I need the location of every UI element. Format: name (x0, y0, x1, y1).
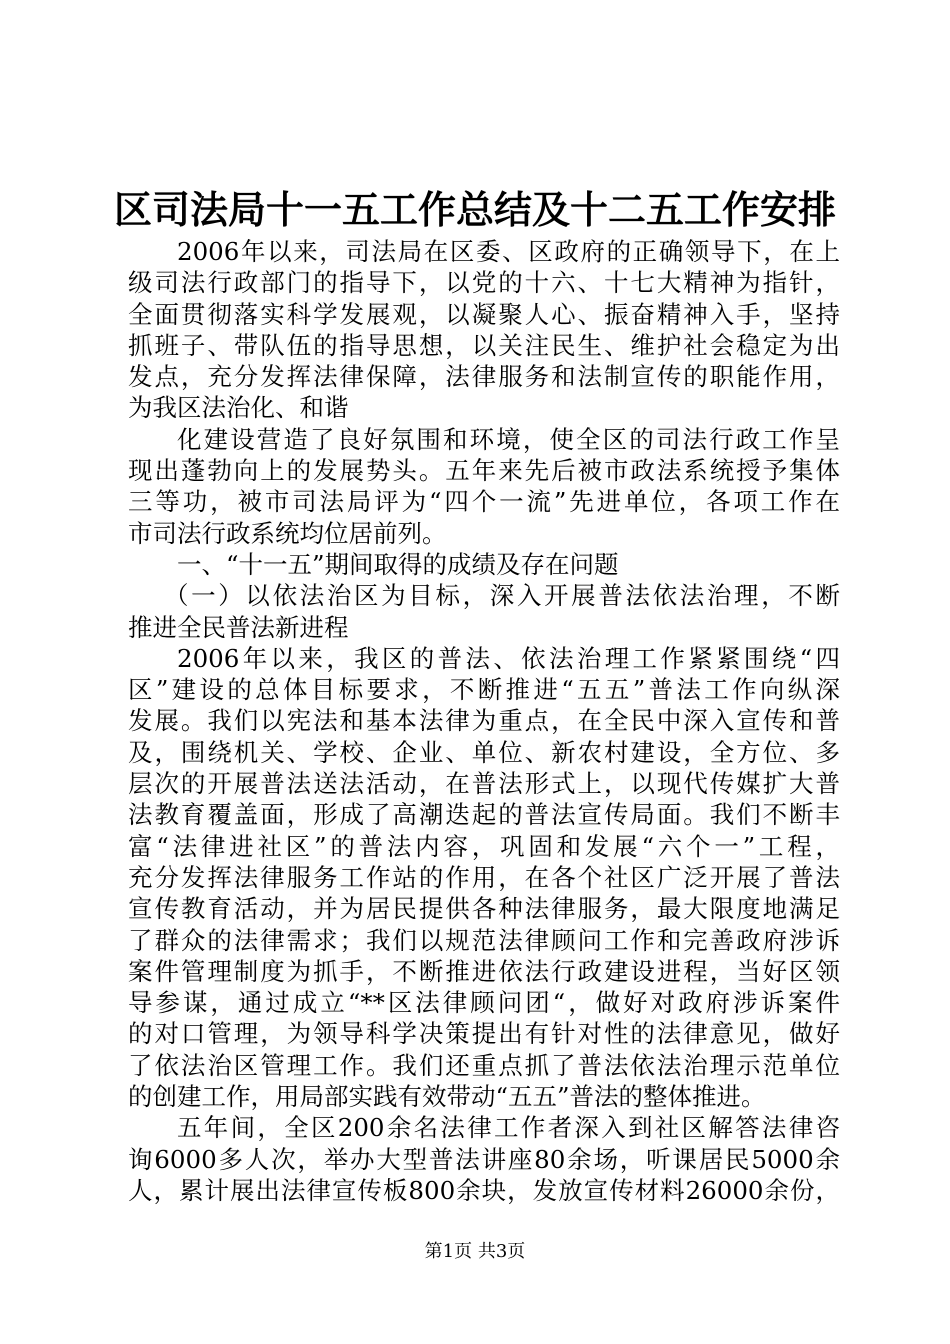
section-heading: 一、“十一五”期间取得的成绩及存在问题 (177, 549, 619, 579)
body-line: 导参谋，通过成立“**区法律顾问团“，做好对政府涉诉案件 (128, 988, 840, 1018)
body-line: 了依法治区管理工作。我们还重点抓了普法依法治理示范单位 (128, 1050, 840, 1080)
body-line: 化建设营造了良好氛围和环境，使全区的司法行政工作呈 (177, 424, 840, 454)
page-footer: 第1页 共3页 (424, 1241, 526, 1262)
body-line: 为我区法治化、和谐 (128, 393, 349, 423)
body-line: 五年间，全区200余名法律工作者深入到社区解答法律咨 (177, 1113, 840, 1143)
body-line: 宣传教育活动，并为居民提供各种法律服务，最大限度地满足 (128, 894, 840, 924)
document-body (128, 236, 840, 1206)
body-line: 的对口管理，为领导科学决策提出有针对性的法律意见，做好 (128, 1019, 840, 1049)
body-line: 市司法行政系统均位居前列。 (128, 518, 447, 548)
body-line: 富“法律进社区”的普法内容，巩固和发展“六个一”工程， (128, 831, 840, 861)
body-line: 及，围绕机关、学校、企业、单位、新农村建设，全方位、多 (128, 737, 840, 767)
body-line: 层次的开展普法送法活动，在普法形式上，以现代传媒扩大普 (128, 769, 840, 799)
body-line: 人，累计展出法律宣传板800余块，发放宣传材料26000余份， (128, 1175, 840, 1205)
body-line: 法教育覆盖面，形成了高潮迭起的普法宣传局面。我们不断丰 (128, 800, 840, 830)
document-title: 区司法局十一五工作总结及十二五工作安排 (113, 187, 836, 232)
body-line: 2006年以来，司法局在区委、区政府的正确领导下，在上 (177, 237, 840, 266)
body-line: 抓班子、带队伍的指导思想，以关注民生、维护社会稳定为出 (128, 330, 840, 360)
body-line: 发展。我们以宪法和基本法律为重点，在全民中深入宣传和普 (128, 706, 840, 736)
body-line: 的创建工作，用局部实践有效带动“五五”普法的整体推进。 (128, 1082, 766, 1112)
subsection-heading: 推进全民普法新进程 (128, 612, 349, 642)
body-line: 发点，充分发挥法律保障，法律服务和法制宣传的职能作用， (128, 362, 840, 392)
body-line: 2006年以来，我区的普法、依法治理工作紧紧围绕“四 (177, 643, 840, 673)
body-line: 现出蓬勃向上的发展势头。五年来先后被市政法系统授予集体 (128, 456, 840, 486)
body-line: 全面贯彻落实科学发展观，以凝聚人心、振奋精神入手，坚持 (128, 299, 840, 329)
body-line: 了群众的法律需求；我们以规范法律顾问工作和完善政府涉诉 (128, 925, 840, 955)
body-line: 区”建设的总体目标要求，不断推进“五五”普法工作向纵深 (128, 675, 840, 705)
body-line: 三等功，被市司法局评为“四个一流”先进单位，各项工作在 (128, 487, 840, 517)
body-line: 询6000多人次，举办大型普法讲座80余场，听课居民5000余 (128, 1144, 840, 1174)
subsection-heading: （一）以依法治区为目标，深入开展普法依法治理，不断 (164, 581, 840, 611)
body-line: 案件管理制度为抓手，不断推进依法行政建设进程，当好区领 (128, 956, 840, 986)
body-line: 充分发挥法律服务工作站的作用，在各个社区广泛开展了普法 (128, 862, 840, 892)
body-line: 级司法行政部门的指导下，以党的十六、十七大精神为指针， (128, 268, 840, 298)
